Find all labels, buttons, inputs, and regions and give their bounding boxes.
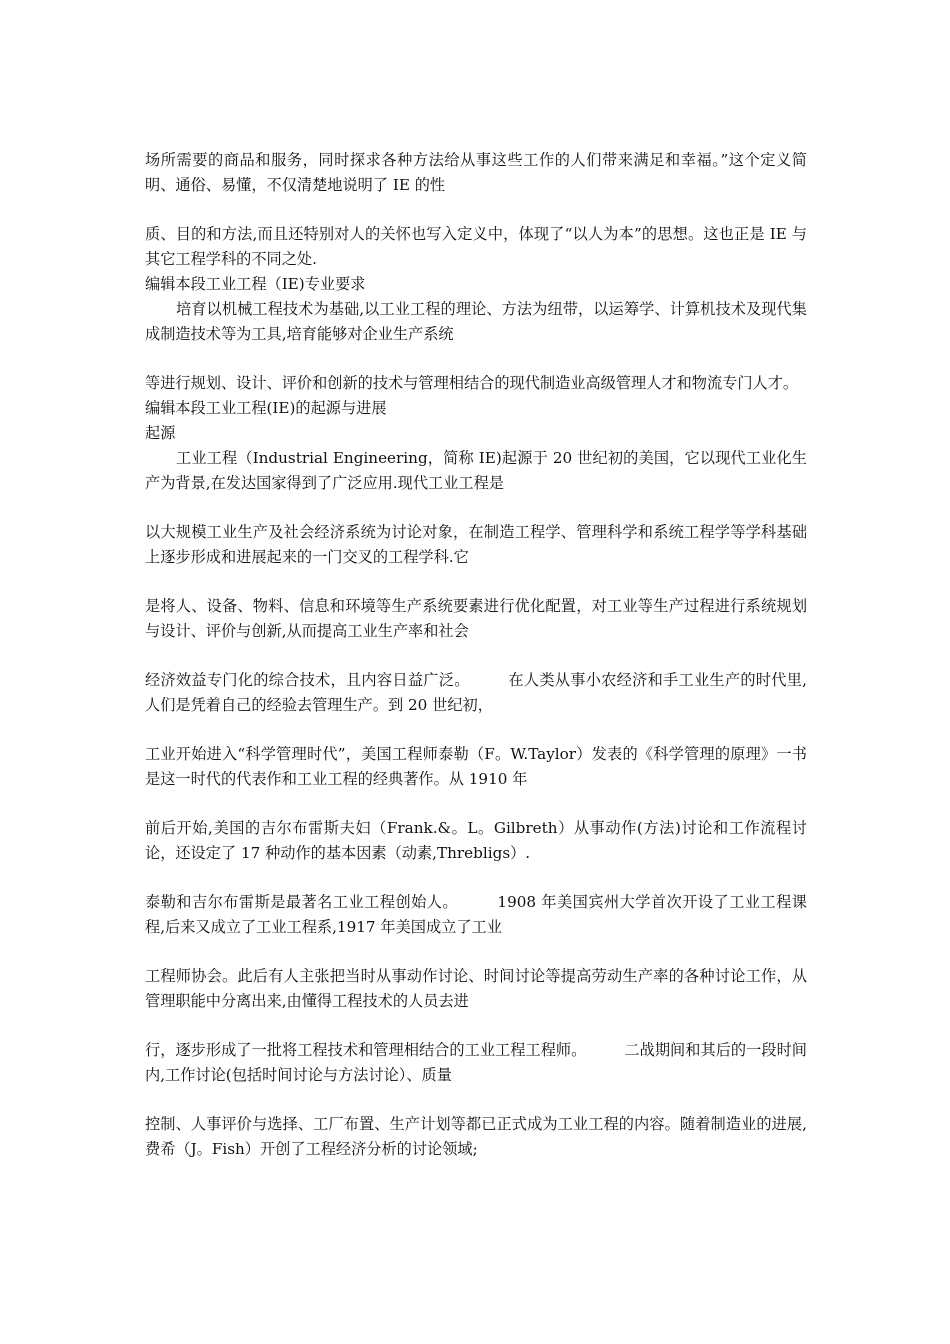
paragraph-ie-nature: 质、目的和方法,而且还特别对人的关怀也写入定义中，体现了“以人为本”的思想。这也正是 IE 与其它工程学科的不同之处. [145,225,807,268]
section-heading-major-requirements: 编辑本段工业工程（IE)专业要求 [145,275,366,293]
paragraph-research-object: 以大规模工业生产及社会经济系统为讨论对象，在制造工程学、管理科学和系统工程学等学科基础上逐步形成和进展起来的一门交叉的工程学科.它 [145,523,807,566]
paragraph-talent-type: 等进行规划、设计、评价和创新的技术与管理相结合的现代制造业高级管理人才和物流专门人才。 [145,374,799,392]
paragraph-engineering-economics: 控制、人事评价与选择、工厂布置、生产计划等都已正式成为工业工程的内容。随着制造业的进展,费希（J。Fish）开创了工程经济分析的讨论领域; [145,1115,807,1158]
paragraph-engineers-association: 工程师协会。此后有人主张把当时从事动作讨论、时间讨论等提高劳动生产率的各种讨论工作，从管理职能中分离出来,由懂得工程技术的人员去进 [145,967,807,1010]
paragraph-scientific-management: 工业开始进入“科学管理时代”，美国工程师泰勒（F。W.Taylor）发表的《科学管理的原理》一书是这一时代的代表作和工业工程的经典著作。从 1910 年 [145,745,807,788]
paragraph-wartime: 行，逐步形成了一批将工程技术和管理相结合的工业工程工程师。 二战期间和其后的一段时间内,工作讨论(包括时间讨论与方法讨论）、质量 [145,1041,807,1084]
paragraph-ie-definition-end: 场所需要的商品和服务，同时探求各种方法给从事这些工作的人们带来满足和幸福。”这个定义简明、通俗、易懂，不仅清楚地说明了 IE 的性 [145,151,807,194]
paragraph-ie-origin: 工业工程（Industrial Engineering，简称 IE)起源于 20 世纪初的美国，它以现代工业化生产为背景,在发达国家得到了广泛应用.现代工业工程是 [145,449,807,492]
paragraph-gilbreth: 前后开始,美国的吉尔布雷斯夫妇（Frank.&。L。Gilbreth）从事动作(方法)讨论和工作流程讨论，还设定了 17 种动作的基本因素（动素,Threbligs）. [145,819,807,862]
paragraph-optimization: 是将人、设备、物料、信息和环境等生产系统要素进行优化配置，对工业等生产过程进行系统规划与设计、评价与创新,从而提高工业生产率和社会 [145,597,807,640]
paragraph-founders: 泰勒和吉尔布雷斯是最著名工业工程创始人。 1908 年美国宾州大学首次开设了工业工程课程,后来又成立了工业工程系,1917 年美国成立了工业 [145,893,807,936]
document-body [145,148,807,1162]
paragraph-experience-management: 经济效益专门化的综合技术，且内容日益广泛。 在人类从事小农经济和手工业生产的时代里,人们是凭着自己的经验去管理生产。到 20 世纪初， [145,671,807,714]
paragraph-training-goal: 培育以机械工程技术为基础,以工业工程的理论、方法为纽带，以运筹学、计算机技术及现代集成制造技术等为工具,培育能够对企业生产系统 [145,300,807,343]
section-heading-origin-development: 编辑本段工业工程(IE)的起源与进展 [145,399,387,417]
subheading-origin: 起源 [145,424,176,442]
